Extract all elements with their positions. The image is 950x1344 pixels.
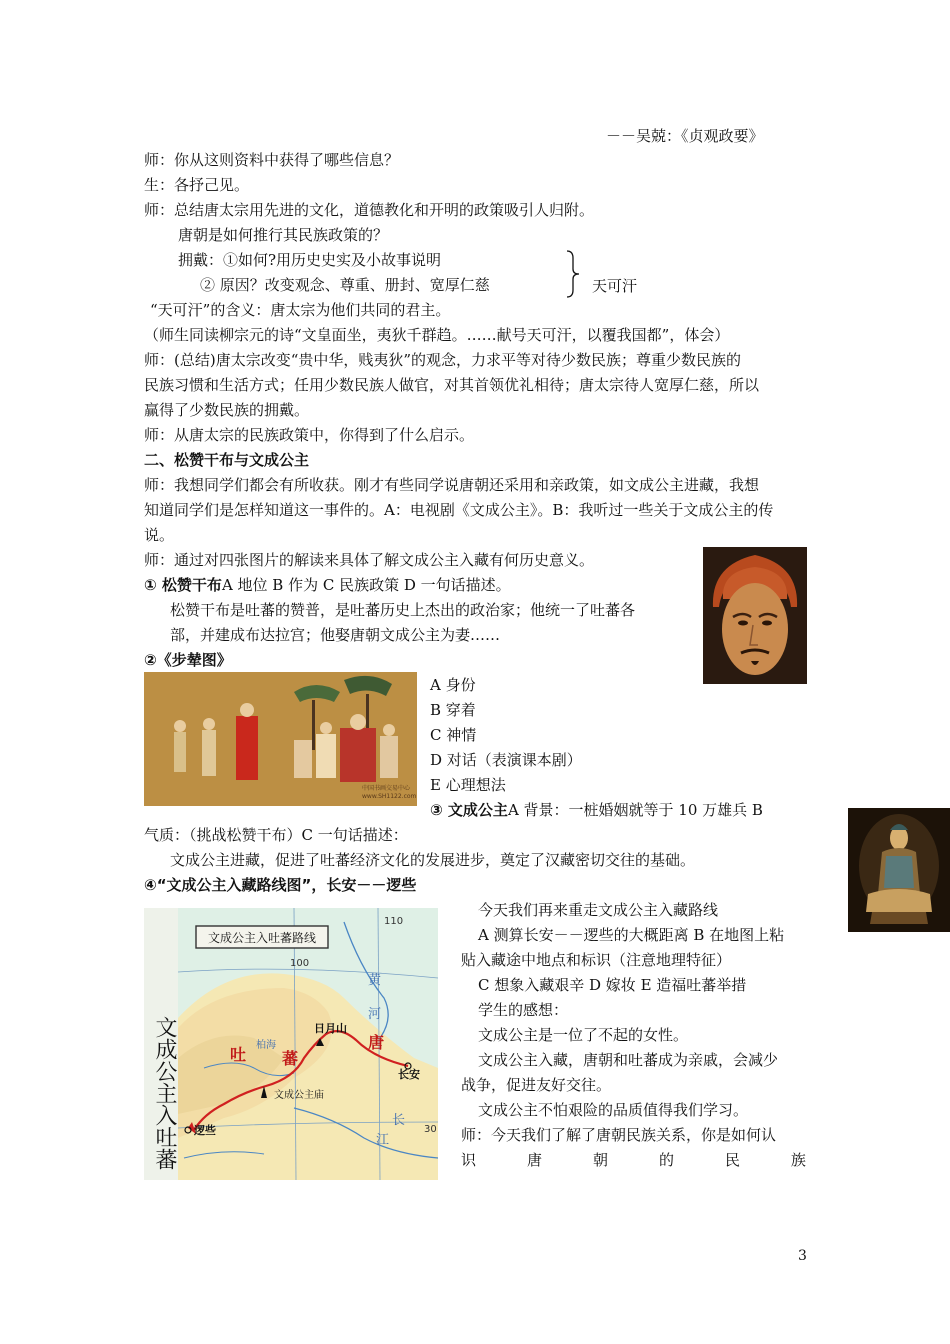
longitude-label: 110 — [384, 916, 404, 927]
text-char: 朝 — [592, 1151, 608, 1169]
text-line: 说。 — [144, 526, 175, 544]
item-3-title: ③ 文成公主 — [430, 801, 508, 819]
text-char: 民 — [724, 1151, 740, 1169]
bunian-tu-painting — [144, 672, 417, 806]
place-label: 日月山 — [314, 1022, 347, 1035]
text-line: 师：今天我们了解了唐朝民族关系，你是如何认 — [461, 1126, 777, 1144]
region-label: 唐 — [368, 1033, 385, 1052]
option-item: E 心理想法 — [430, 776, 506, 794]
text-line: 唐朝是如何推行其民族政策的？ — [178, 226, 389, 244]
river-label: 长 — [392, 1113, 406, 1128]
text-line: （师生同读柳宗元的诗“文皇面坐，夷狄千群趋。……献号天可汗，以覆我国都”，体会） — [144, 326, 730, 344]
justified-line — [461, 1148, 806, 1172]
text-line: 部，并建成布达拉宫；他娶唐朝文成公主为妻…… — [170, 626, 501, 644]
text-char: 族 — [790, 1151, 806, 1169]
item-2-title: ②《步辇图》 — [144, 651, 232, 669]
place-label: 逻些 — [194, 1124, 216, 1137]
text-char: 识 — [461, 1151, 477, 1169]
section-heading: 二、松赞干布与文成公主 — [144, 451, 310, 469]
text-line: 文成公主入藏，唐朝和吐蕃成为亲戚，会减少 — [478, 1051, 779, 1069]
text-line: 生：各抒己见。 — [144, 176, 250, 194]
watermark-text: 中国书画交易中心 — [362, 785, 411, 792]
map-title: 文成公主入吐蕃路线 — [207, 931, 317, 945]
item-4-title: ④“文成公主入藏路线图”，长安－－逻些 — [144, 876, 417, 894]
text-line: 师：通过对四张图片的解读来具体了解文成公主入藏有何历史意义。 — [144, 551, 595, 569]
text-line: 文成公主进藏，促进了吐蕃经济文化的发展进步，奠定了汉藏密切交往的基础。 — [170, 851, 696, 869]
river-label: 河 — [368, 1007, 382, 1022]
option-item: A 身份 — [430, 676, 476, 694]
river-label: 黄 — [368, 973, 382, 988]
text-line: 师：你从这则资料中获得了哪些信息？ — [144, 151, 400, 169]
text-char: 唐 — [526, 1151, 542, 1169]
region-label: 吐 — [230, 1045, 247, 1064]
option-item: B 穿着 — [430, 701, 476, 719]
text-line: A 测算长安－－逻些的大概距离 B 在地图上粘 — [478, 926, 785, 944]
map-side-label: 文成公主入吐蕃 — [152, 1016, 177, 1170]
region-label: 蕃 — [282, 1049, 299, 1068]
longitude-label: 100 — [290, 958, 310, 969]
text-line: 知道同学们是怎样知道这一事件的。A：电视剧《文成公主》。B：我听过一些关于文成公主的传 — [144, 501, 774, 519]
river-label: 江 — [376, 1133, 390, 1148]
latitude-label: 30 — [424, 1124, 437, 1135]
text-line: 民族习惯和生活方式；任用少数民族人做官，对其首领优礼相待；唐太宗待人宽厚仁慈，所以 — [144, 376, 760, 394]
text-char: 的 — [658, 1151, 674, 1169]
item-3-line — [430, 798, 810, 822]
text-line: 战争，促进友好交往。 — [461, 1076, 612, 1094]
option-item: D 对话（表演课本剧） — [430, 751, 582, 769]
text-line: C 想象入藏艰辛 D 嫁妆 E 造福吐蕃举措 — [478, 976, 747, 994]
option-item: C 神情 — [430, 726, 477, 744]
text-line: 师：(总结)唐太宗改变“贵中华，贱夷狄”的观念，力求平等对待少数民族；尊重少数民族的 — [144, 351, 742, 369]
item-1-points: A 地位 B 作为 C 民族政策 D 一句话描述。 — [221, 576, 511, 594]
brace-label: 天可汗 — [592, 277, 638, 295]
place-label: 长安 — [398, 1068, 420, 1081]
text-line: 今天我们再来重走文成公主入藏路线 — [478, 901, 719, 919]
source-attribution: －－吴兢：《贞观政要》 — [606, 127, 764, 145]
text-line: ② 原因？改变观念、尊重、册封、宽厚仁慈 — [200, 276, 490, 294]
page-number: 3 — [798, 1248, 807, 1264]
route-map — [144, 908, 438, 1180]
text-line: 文成公主不怕艰险的品质值得我们学习。 — [478, 1101, 749, 1119]
text-line: 赢得了少数民族的拥戴。 — [144, 401, 310, 419]
text-line: 师：从唐太宗的民族政策中，你得到了什么启示。 — [144, 426, 475, 444]
text-line: 贴入藏途中地点和标识（注意地理特征） — [461, 951, 732, 969]
text-line: 文成公主是一位了不起的女性。 — [478, 1026, 689, 1044]
right-brace — [566, 250, 580, 298]
item-1-title: ① 松赞干布 — [144, 576, 222, 594]
text-line: 师：总结唐太宗用先进的文化，道德教化和开明的政策吸引人归附。 — [144, 201, 595, 219]
text-line: 松赞干布是吐蕃的赞普，是吐蕃历史上杰出的政治家；他统一了吐蕃各 — [170, 601, 636, 619]
text-line: 气质：（挑战松赞干布）C 一句话描述： — [144, 826, 408, 844]
item-3-points: A 背景：一桩婚姻就等于 10 万雄兵 B — [507, 801, 763, 819]
lake-label: 柏海 — [256, 1040, 276, 1051]
text-line: “天可汗”的含义：唐太宗为他们共同的君主。 — [150, 301, 451, 319]
place-label: 文成公主庙 — [274, 1090, 324, 1101]
watermark-text: www.SH1122.com — [362, 793, 417, 800]
text-line: 师：我想同学们都会有所收获。刚才有些同学说唐朝还采用和亲政策，如文成公主进藏，我想 — [144, 476, 760, 494]
text-line: 拥戴：①如何?用历史史实及小故事说明 — [178, 251, 442, 269]
princess-wencheng-statue — [848, 808, 950, 932]
text-line: 学生的感想： — [478, 1001, 569, 1019]
